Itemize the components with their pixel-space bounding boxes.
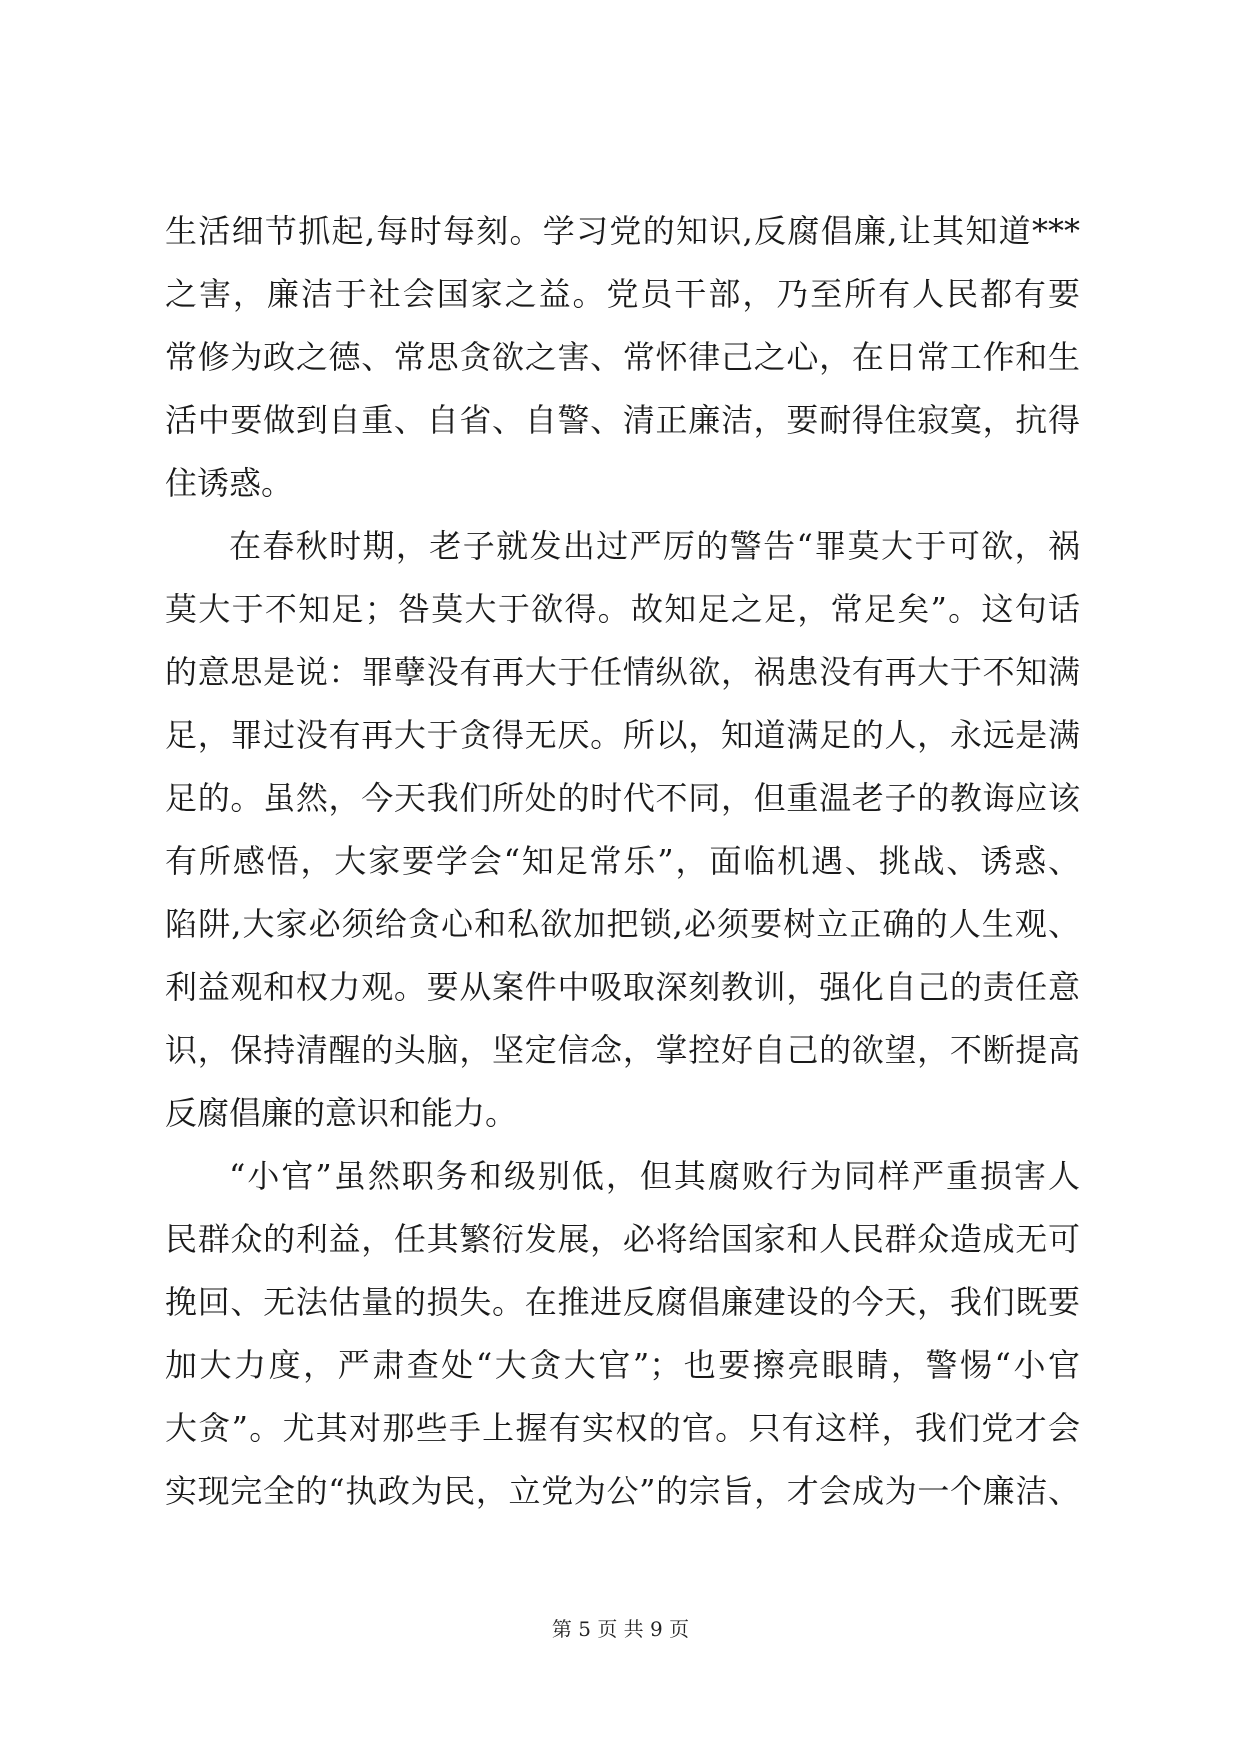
text-line: 陷阱,大家必须给贪心和私欲加把锁,必须要树立正确的人生观、 [165,905,1080,943]
text-line: 实现完全的“执政为民，立党为公”的宗旨，才会成为一个廉洁、 [165,1472,1080,1510]
text-line: 识，保持清醒的头脑，坚定信念，掌控好自己的欲望，不断提高 [165,1031,1080,1069]
text-line: 常修为政之德、常思贪欲之害、常怀律己之心，在日常工作和生 [165,338,1080,376]
text-line: 住诱惑。 [165,464,294,502]
text-line: 加大力度，严肃查处“大贪大官”；也要擦亮眼睛，警惕“小官 [165,1346,1080,1384]
paragraph-first-line: 在春秋时期，老子就发出过严厉的警告“罪莫大于可欲，祸 [229,527,1080,565]
text-line: 活中要做到自重、自省、自警、清正廉洁，要耐得住寂寞，抗得 [165,401,1080,439]
text-line: 大贪”。尤其对那些手上握有实权的官。只有这样，我们党才会 [165,1409,1080,1447]
text-line: 有所感悟，大家要学会“知足常乐”，面临机遇、挑战、诱惑、 [165,842,1080,880]
page-footer: 第 5 页 共 9 页 [551,1617,690,1641]
text-line: 挽回、无法估量的损失。在推进反腐倡廉建设的今天，我们既要 [165,1283,1080,1321]
text-line: 莫大于不知足；咎莫大于欲得。故知足之足，常足矣”。这句话 [165,590,1080,628]
text-line: 足的。虽然，今天我们所处的时代不同，但重温老子的教诲应该 [165,779,1080,817]
text-line: 生活细节抓起,每时每刻。学习党的知识,反腐倡廉,让其知道*** [165,212,1080,250]
text-line: 民群众的利益，任其繁衍发展，必将给国家和人民群众造成无可 [165,1220,1080,1258]
text-line: 反腐倡廉的意识和能力。 [165,1094,518,1132]
text-line: 利益观和权力观。要从案件中吸取深刻教训，强化自己的责任意 [165,968,1080,1006]
text-line: 之害，廉洁于社会国家之益。党员干部，乃至所有人民都有要 [165,275,1080,313]
text-line: 的意思是说：罪孽没有再大于任情纵欲，祸患没有再大于不知满 [165,653,1080,691]
paragraph-first-line: “小官”虽然职务和级别低，但其腐败行为同样严重损害人 [229,1157,1080,1195]
text-line: 足，罪过没有再大于贪得无厌。所以，知道满足的人，永远是满 [165,716,1080,754]
body-text [165,200,1080,1523]
